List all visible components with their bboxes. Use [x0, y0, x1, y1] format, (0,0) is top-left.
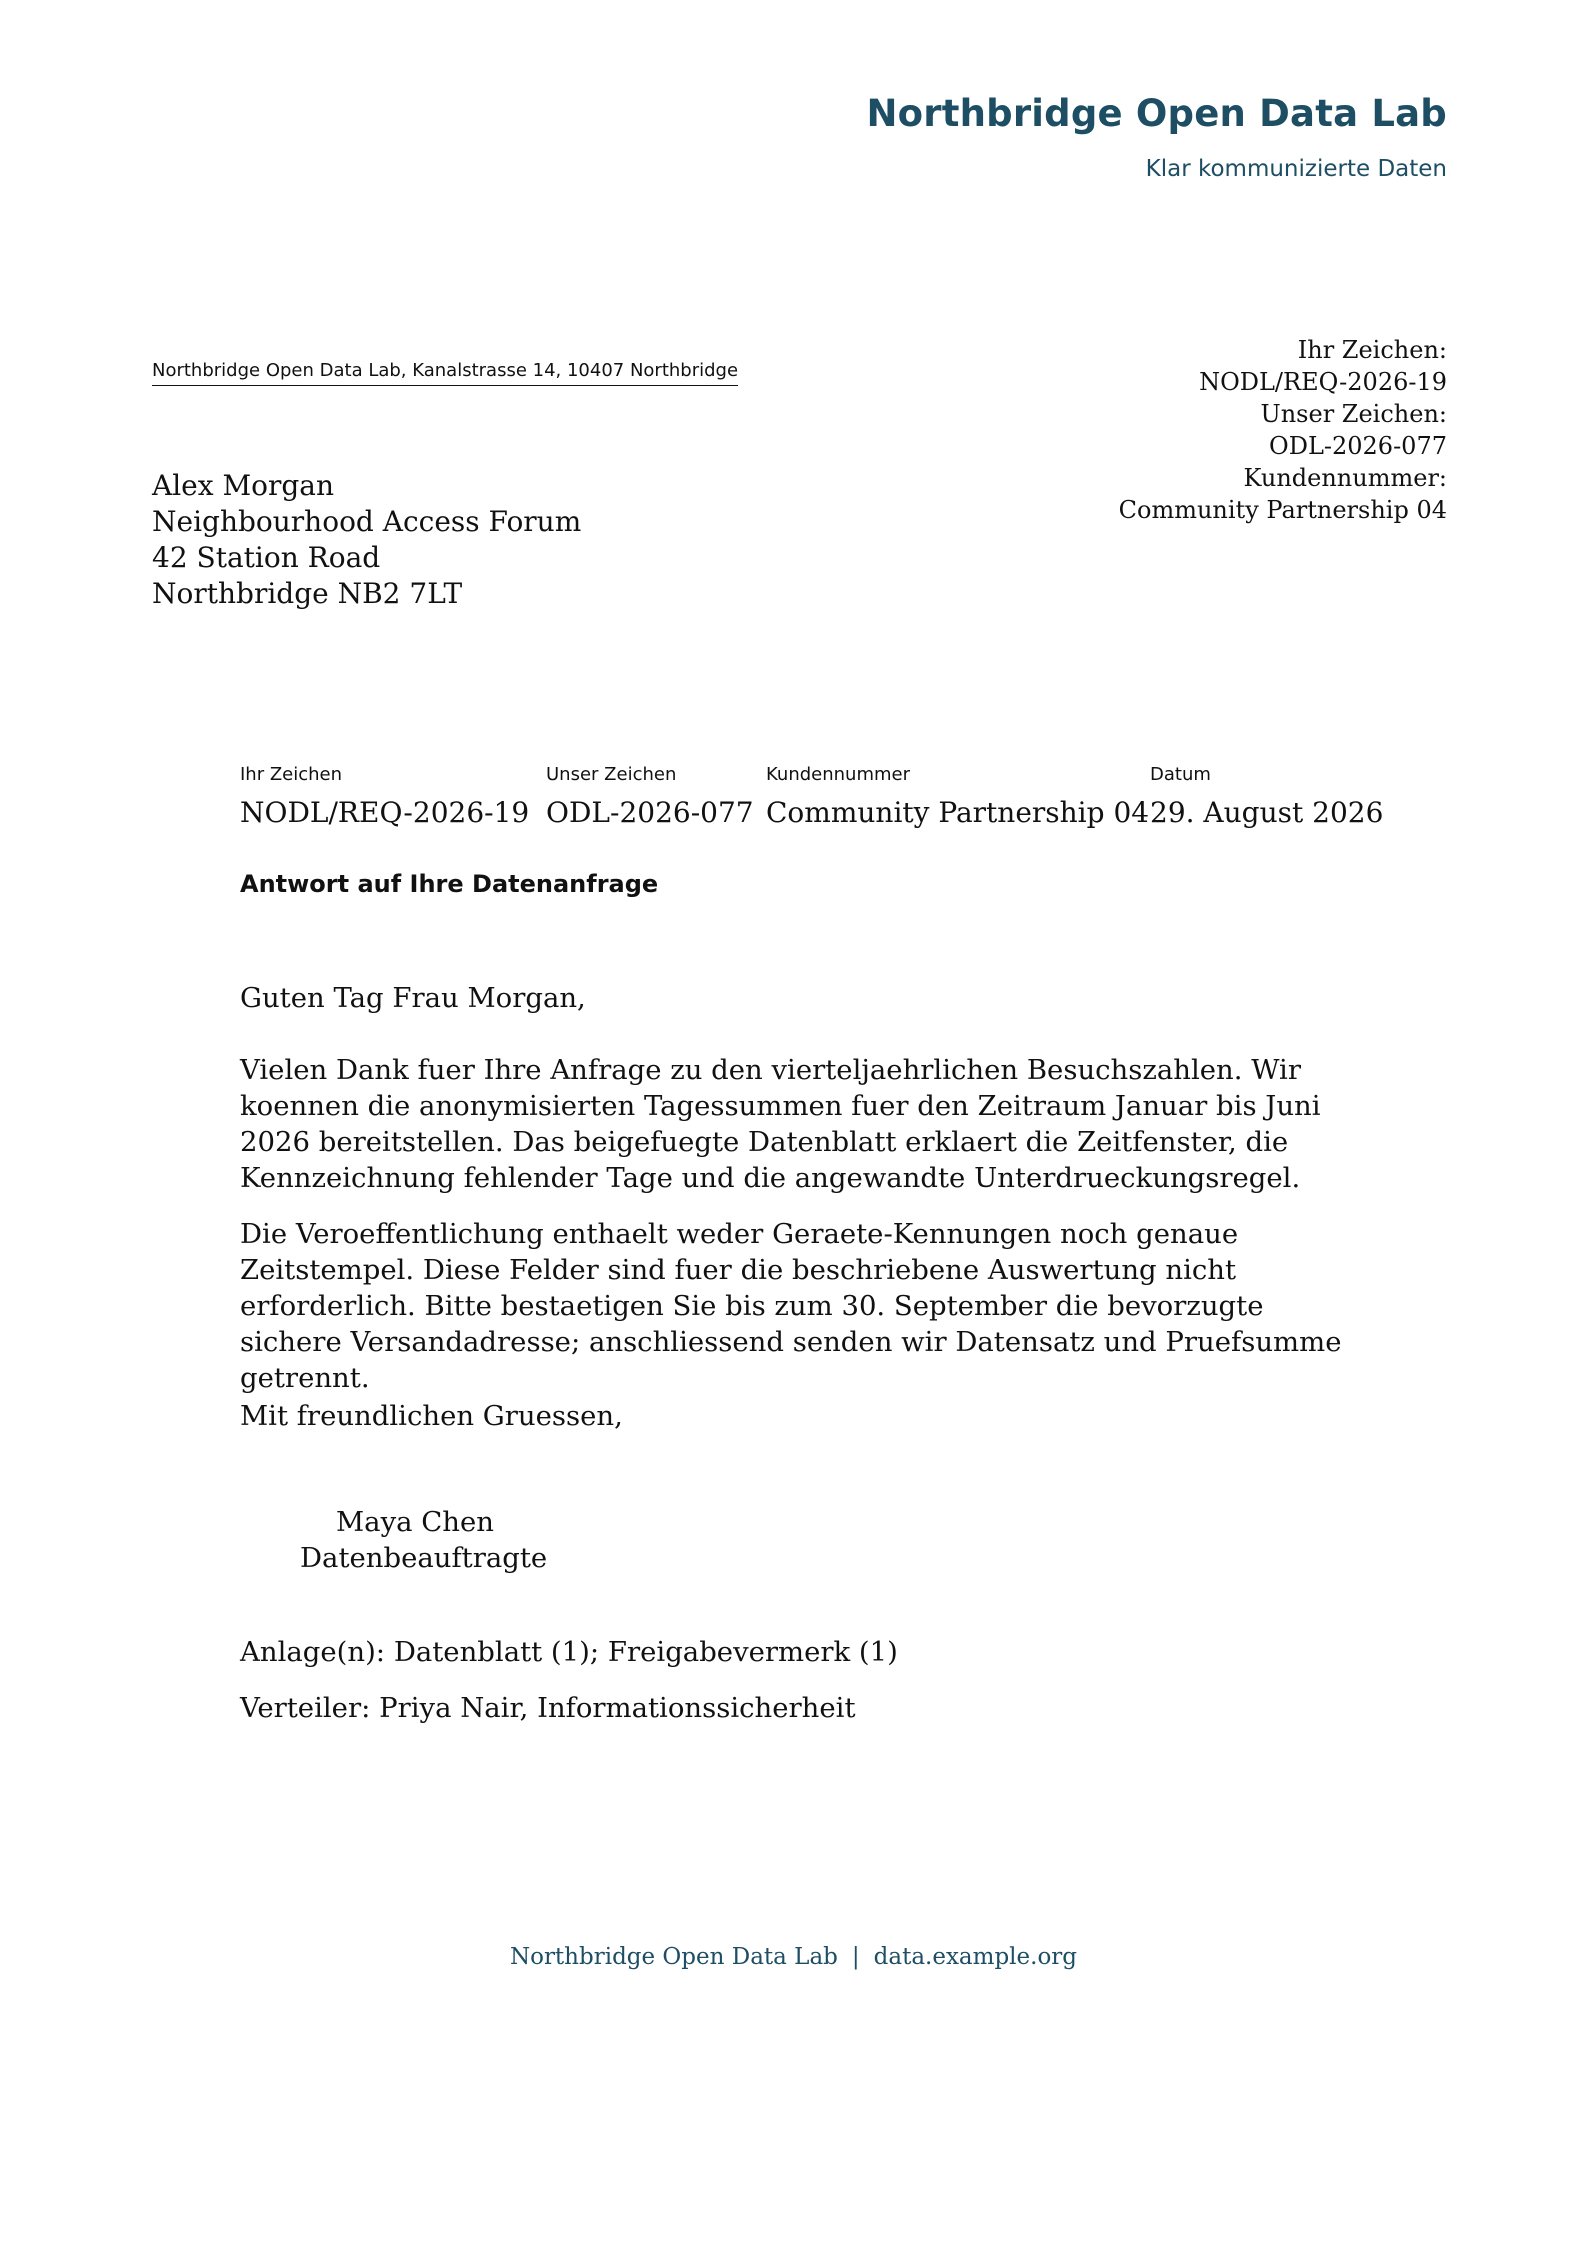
return-address: Northbridge Open Data Lab, Kanalstrasse 14, 10407 Northbridge — [152, 360, 738, 386]
body-paragraph-2: Die Veroeffentlichung enthaelt weder Geraete-Kennungen noch genaue Zeitstempel. Diese Felder sind fuer die beschriebene Auswertung nicht erforderlich. Bitte bestaetigen Sie bis zum 30. September die bevorzugte sichere Versandadresse; anschliessend senden wir Datensatz und Pruefsumme getrennt. — [240, 1218, 1342, 1394]
footer-separator: | — [851, 1944, 860, 1970]
reference-field-value: Community Partnership 04 — [766, 796, 1150, 829]
letterhead-tagline: Klar kommunizierte Daten — [1145, 156, 1447, 182]
reference-block — [1119, 334, 1447, 526]
body-paragraph-1: Vielen Dank fuer Ihre Anfrage zu den vierteljaehrlichen Besuchszahlen. Wir koennen die anonymisierten Tagessummen fuer den Zeitraum Januar bis Juni 2026 bereitstellen. Das beigefuegte Datenblatt erklaert die Zeitfenster, die Kennzeichnung fehlender Tage und die angewandte Unterdrueckungsregel. — [240, 1054, 1321, 1194]
recipient-organization: Neighbourhood Access Forum — [152, 505, 582, 538]
our-ref-value: ODL-2026-077 — [1269, 432, 1447, 460]
reference-field-our-ref — [546, 764, 754, 830]
letterhead-org-name: Northbridge Open Data Lab — [866, 92, 1447, 135]
reference-field-value: ODL-2026-077 — [546, 796, 754, 829]
recipient-city: Northbridge NB2 7LT — [152, 577, 463, 610]
reference-field-label: Datum — [1150, 764, 1211, 785]
reference-field-date — [1150, 764, 1383, 830]
attachments-line: Anlage(n): Datenblatt (1); Freigabevermerk (1) — [240, 1636, 898, 1668]
reference-field-label: Ihr Zeichen — [240, 764, 343, 785]
your-ref-label: Ihr Zeichen: — [1297, 336, 1447, 364]
reference-field-value: NODL/REQ-2026-19 — [240, 796, 530, 829]
our-ref-label: Unser Zeichen: — [1260, 400, 1447, 428]
customer-no-label: Kundennummer: — [1243, 464, 1447, 492]
reference-field-value: 29. August 2026 — [1150, 796, 1384, 829]
recipient-name: Alex Morgan — [152, 469, 334, 502]
recipient-address — [152, 468, 581, 612]
reference-field-label: Unser Zeichen — [546, 764, 677, 785]
customer-no-value: Community Partnership 04 — [1118, 496, 1447, 524]
signature-block — [300, 1504, 548, 1576]
salutation: Guten Tag Frau Morgan, — [240, 982, 586, 1014]
letter-subject: Antwort auf Ihre Datenanfrage — [240, 870, 659, 898]
closing: Mit freundlichen Gruessen, — [240, 1400, 623, 1432]
your-ref-value: NODL/REQ-2026-19 — [1199, 368, 1447, 396]
reference-field-your-ref — [240, 764, 529, 830]
reference-field-label: Kundennummer — [766, 764, 910, 785]
footer-website[interactable]: data.example.org — [873, 1944, 1078, 1970]
page-footer — [0, 1944, 1587, 1970]
reference-field-customer-no — [766, 764, 1149, 830]
distribution-line: Verteiler: Priya Nair, Informationssicherheit — [240, 1692, 856, 1724]
recipient-street: 42 Station Road — [152, 541, 381, 574]
signature-role: Datenbeauftragte — [300, 1542, 548, 1574]
footer-org: Northbridge Open Data Lab — [509, 1944, 838, 1970]
signature-name: Maya Chen — [336, 1506, 494, 1538]
